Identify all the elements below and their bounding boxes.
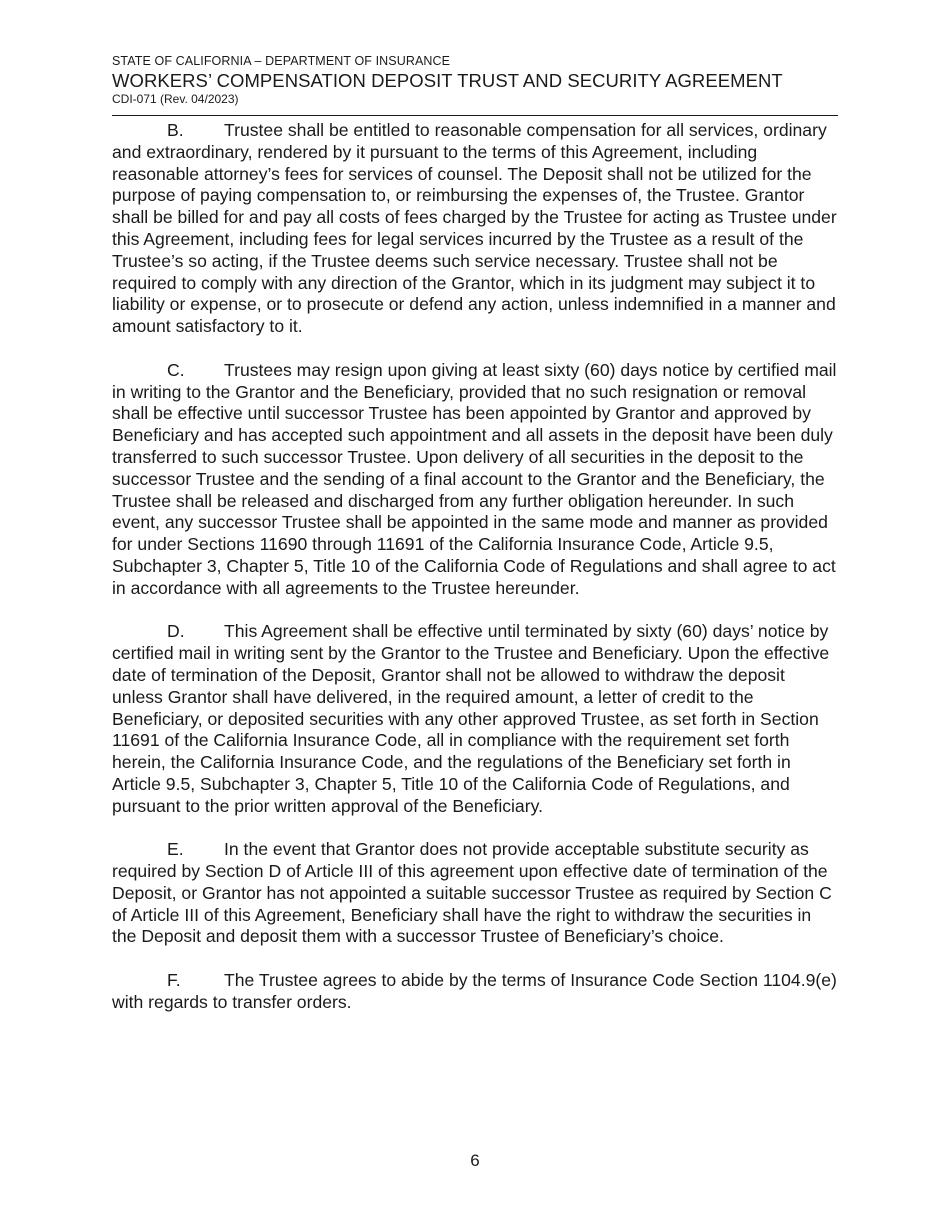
paragraph-text: In the event that Grantor does not provide acceptable substitute security as required by Section D of Article III of this agreement upon effective date of termination of the Deposit, or Grantor has not appointed a suitable successor Trustee as required by Section C of Article III of this Agreement, Beneficiary shall have the right to withdraw the securities in the Deposit and deposit them with a successor Trustee of Beneficiary’s choice.: [112, 839, 832, 947]
paragraph-d: [112, 621, 840, 817]
paragraph-f: [112, 970, 840, 1014]
page-number: 6: [470, 1151, 480, 1170]
paragraph-text: This Agreement shall be effective until terminated by sixty (60) days’ notice by certified mail in writing sent by the Grantor to the Trustee and Beneficiary. Upon the effective date of termination of the Deposit, Grantor shall not be allowed to withdraw the deposit unless Grantor shall have delivered, in the required amount, a letter of credit to the Beneficiary, or deposited securities with any other approved Trustee, as set forth in Section 11691 of the California Insurance Code, all in compliance with the requirement set forth herein, the California Insurance Code, and the regulations of the Beneficiary set forth in Article 9.5, Subchapter 3, Chapter 5, Title 10 of the California Code of Regulations, and pursuant to the prior written approval of the Beneficiary.: [112, 621, 830, 816]
paragraph-b: [112, 120, 840, 338]
header-divider: [112, 115, 838, 116]
paragraph-c: [112, 360, 840, 600]
paragraph-e: [112, 839, 840, 948]
paragraph-text: The Trustee agrees to abide by the terms of Insurance Code Section 1104.9(e) with regards to transfer orders.: [112, 970, 837, 1012]
paragraph-text: Trustee shall be entitled to reasonable compensation for all services, ordinary and extraordinary, rendered by it pursuant to the terms of this Agreement, including reasonable attorney’s fees for services of counsel. The Deposit shall not be utilized for the purpose of paying compensation to, or reimbursing the expenses of, the Trustee. Grantor shall be billed for and pay all costs of fees charged by the Trustee for acting as Trustee under this Agreement, including fees for legal services incurred by the Trustee as a result of the Trustee’s so acting, if the Trustee deems such service necessary. Trustee shall not be required to comply with any direction of the Grantor, which in its judgment may subject it to liability or expense, or to prosecute or defend any action, unless indemnified in a manner and amount satisfactory to it.: [112, 120, 837, 337]
paragraph-letter: B.: [167, 120, 184, 140]
document-title: WORKERS’ COMPENSATION DEPOSIT TRUST AND SECURITY AGREEMENT: [112, 70, 783, 91]
paragraph-text: Trustees may resign upon giving at least sixty (60) days notice by certified mail in writing to the Grantor and the Beneficiary, provided that no such resignation or removal shall be effective until successor Trustee has been appointed by Grantor and approved by Beneficiary and has accepted such appointment and all assets in the deposit have been duly transferred to such successor Trustee. Upon delivery of all securities in the deposit to the successor Trustee and the sending of a final account to the Grantor and the Beneficiary, the Trustee shall be released and discharged from any further obligation hereunder. In such event, any successor Trustee shall be appointed in the same mode and manner as provided for under Sections 11690 through 11691 of the California Insurance Code, Article 9.5, Subchapter 3, Chapter 5, Title 10 of the California Code of Regulations and shall agree to act in accordance with all agreements to the Trustee hereunder.: [112, 359, 837, 598]
document-header: [112, 54, 838, 106]
document-body: [112, 120, 840, 1035]
paragraph-letter: F.: [167, 970, 181, 991]
agency-line: STATE OF CALIFORNIA – DEPARTMENT OF INSURANCE: [112, 54, 451, 68]
form-number: CDI-071 (Rev. 04/2023): [112, 92, 239, 106]
paragraph-letter: C.: [167, 359, 185, 380]
paragraph-letter: D.: [167, 621, 185, 642]
paragraph-letter: E.: [167, 839, 184, 860]
